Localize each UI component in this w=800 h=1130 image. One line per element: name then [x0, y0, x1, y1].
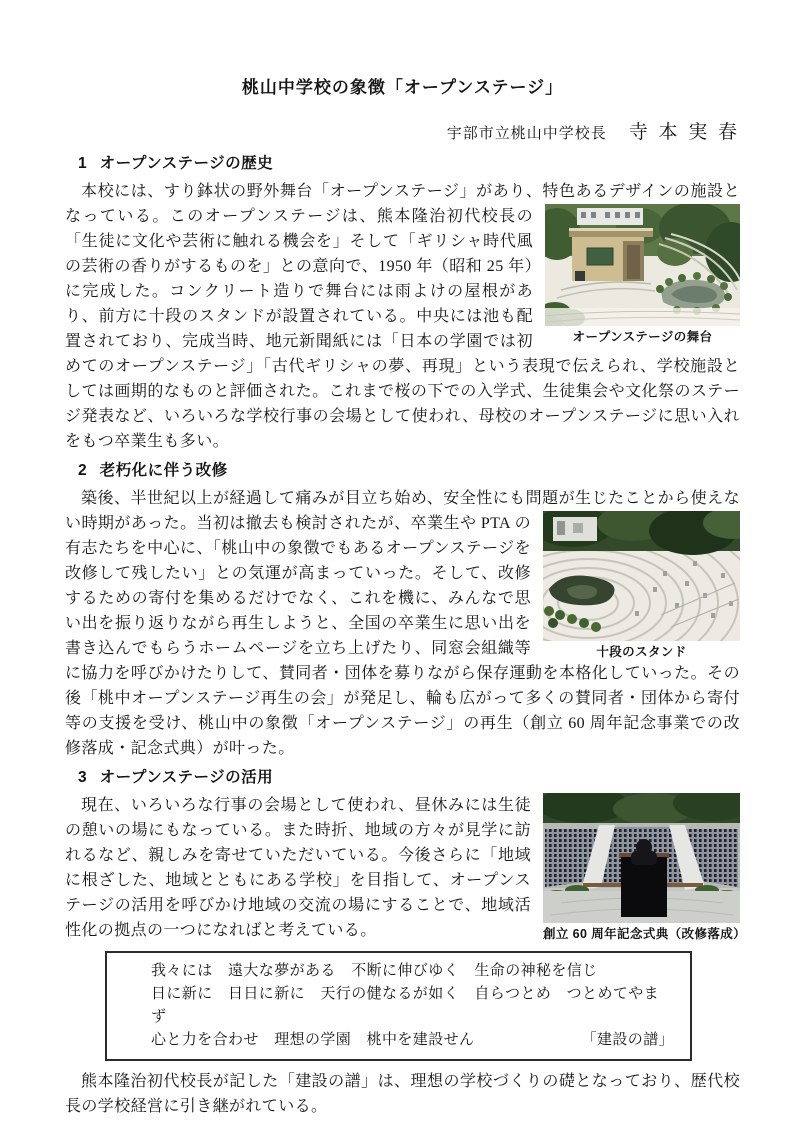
photo-ceremony: [543, 793, 740, 923]
section-3-text: 現在、いろいろな行事の会場として使われ、昼休みには生徒の憩いの場にもなっている。また時折、地域の方々が見学に訪れるなど、親しみを寄せていただいている。今後さらに「地域に根ざした、地域とともにある学校」を目指して、オープンステージの活用を呼びかけ地域の交流の場にすることで、地域活性化の拠点の一つになればと考えている。: [65, 797, 531, 939]
photo-ceremony-figure: [543, 793, 747, 942]
photo-ceremony-caption: 創立 60 周年記念式典（改修落成）: [543, 927, 747, 941]
section-3-heading: [65, 767, 740, 789]
motto-line-3-text: 心と力を合わせ 理想の学園 桃中を建設せん: [151, 1032, 475, 1048]
section-1-heading: [65, 153, 740, 175]
section-2-text: 築後、半世紀以上が経過して痛みが目立ち始め、安全性にも問題が生じたことから使えない時期があった。当初は撤去も検討されたが、卒業生や PTA の有志たちを中心に、「桃山中の象徴でもあるオープンステージを改修して残したい」との気運が高まっていった。そして、改修するための寄付を集めるだけでなく、これを機に、みんなで思い出を振り返りながら再生しようと、全国の卒業生に思い出を書き込んでもらうホームページを立ち上げたり、同窓会組織等に協力を呼びかけたりして、賛同者・団体を募りながら保存運動を本格化していった。その後「桃中オープンステージ再生の会」が発足し、輪も広がって多くの賛同者・団体から寄付等の支援を受け、桃山中の象徴「オープンステージ」の再生（創立 60 周年記念事業での改修落成・記念式典）が叶った。: [65, 490, 740, 757]
section-3-body: [65, 793, 747, 943]
author-name: 寺 本 実 春: [628, 122, 740, 143]
photo-open-stage-figure: [545, 179, 740, 345]
section-2-title: 老朽化に伴う改修: [99, 462, 228, 479]
photo-stands: [543, 511, 740, 641]
section-1-number: 1: [78, 155, 87, 172]
motto-attribution: 「建設の譜」: [581, 1032, 674, 1048]
section-1-title: オープンステージの歴史: [99, 155, 274, 172]
photo-open-stage: [545, 204, 740, 326]
motto-line-3: [151, 1029, 674, 1052]
photo-open-stage-caption: オープンステージの舞台: [572, 330, 713, 344]
section-3-number: 3: [78, 769, 87, 786]
doc-title: 桃山中学校の象徴「オープンステージ」: [241, 78, 564, 97]
motto-line-2: 日に新に 日日に新に 天行の健なるが如く 自らつとめ つとめてやまず: [151, 986, 660, 1025]
section-2-heading: [65, 460, 740, 482]
section-1-text: 本校には、すり鉢状の野外舞台「オープンステージ」があり、特色あるデザインの施設となっている。このオープンステージは、熊本隆治初代校長の「生徒に文化や芸術に触れる機会を」そして「ギリシャ時代風の芸術の香りがするものを」との意向で、1950 年（昭和 25 年）に完成した。コンクリート造りで舞台には雨よけの屋根があり、前方に十段のスタンドが設置されている。中央には池も配置されており、完成当時、地元新聞紙には「日本の学園では初めてのオープンステージ」「古代ギリシャの夢、再現」という表現で伝えられ、学校施設としては画期的なものと評価された。これまで桜の下での入学式、生徒集会や文化祭のステージ発表など、いろいろな学校行事の会場として使われ、母校のオープンステージに思い入れをもつ卒業生も多い。: [65, 183, 740, 450]
motto-box: [105, 951, 692, 1061]
author-affiliation: 宇部市立桃山中学校長: [446, 126, 607, 142]
motto-line-1: 我々には 遠大な夢がある 不断に伸びゆく 生命の神秘を信じ: [151, 963, 598, 979]
section-1-body: [65, 179, 740, 454]
author-line: [65, 120, 740, 147]
section-2-number: 2: [78, 462, 87, 479]
section-3-title: オープンステージの活用: [99, 769, 274, 786]
photo-stands-caption: 十段のスタンド: [596, 645, 687, 659]
section-2-body: [65, 486, 740, 761]
closing-paragraph: 熊本隆治初代校長が記した「建設の譜」は、理想の学校づくりの礎となっており、歴代校長の学校経営に引き継がれている。: [65, 1073, 740, 1115]
photo-stands-figure: [543, 486, 740, 660]
